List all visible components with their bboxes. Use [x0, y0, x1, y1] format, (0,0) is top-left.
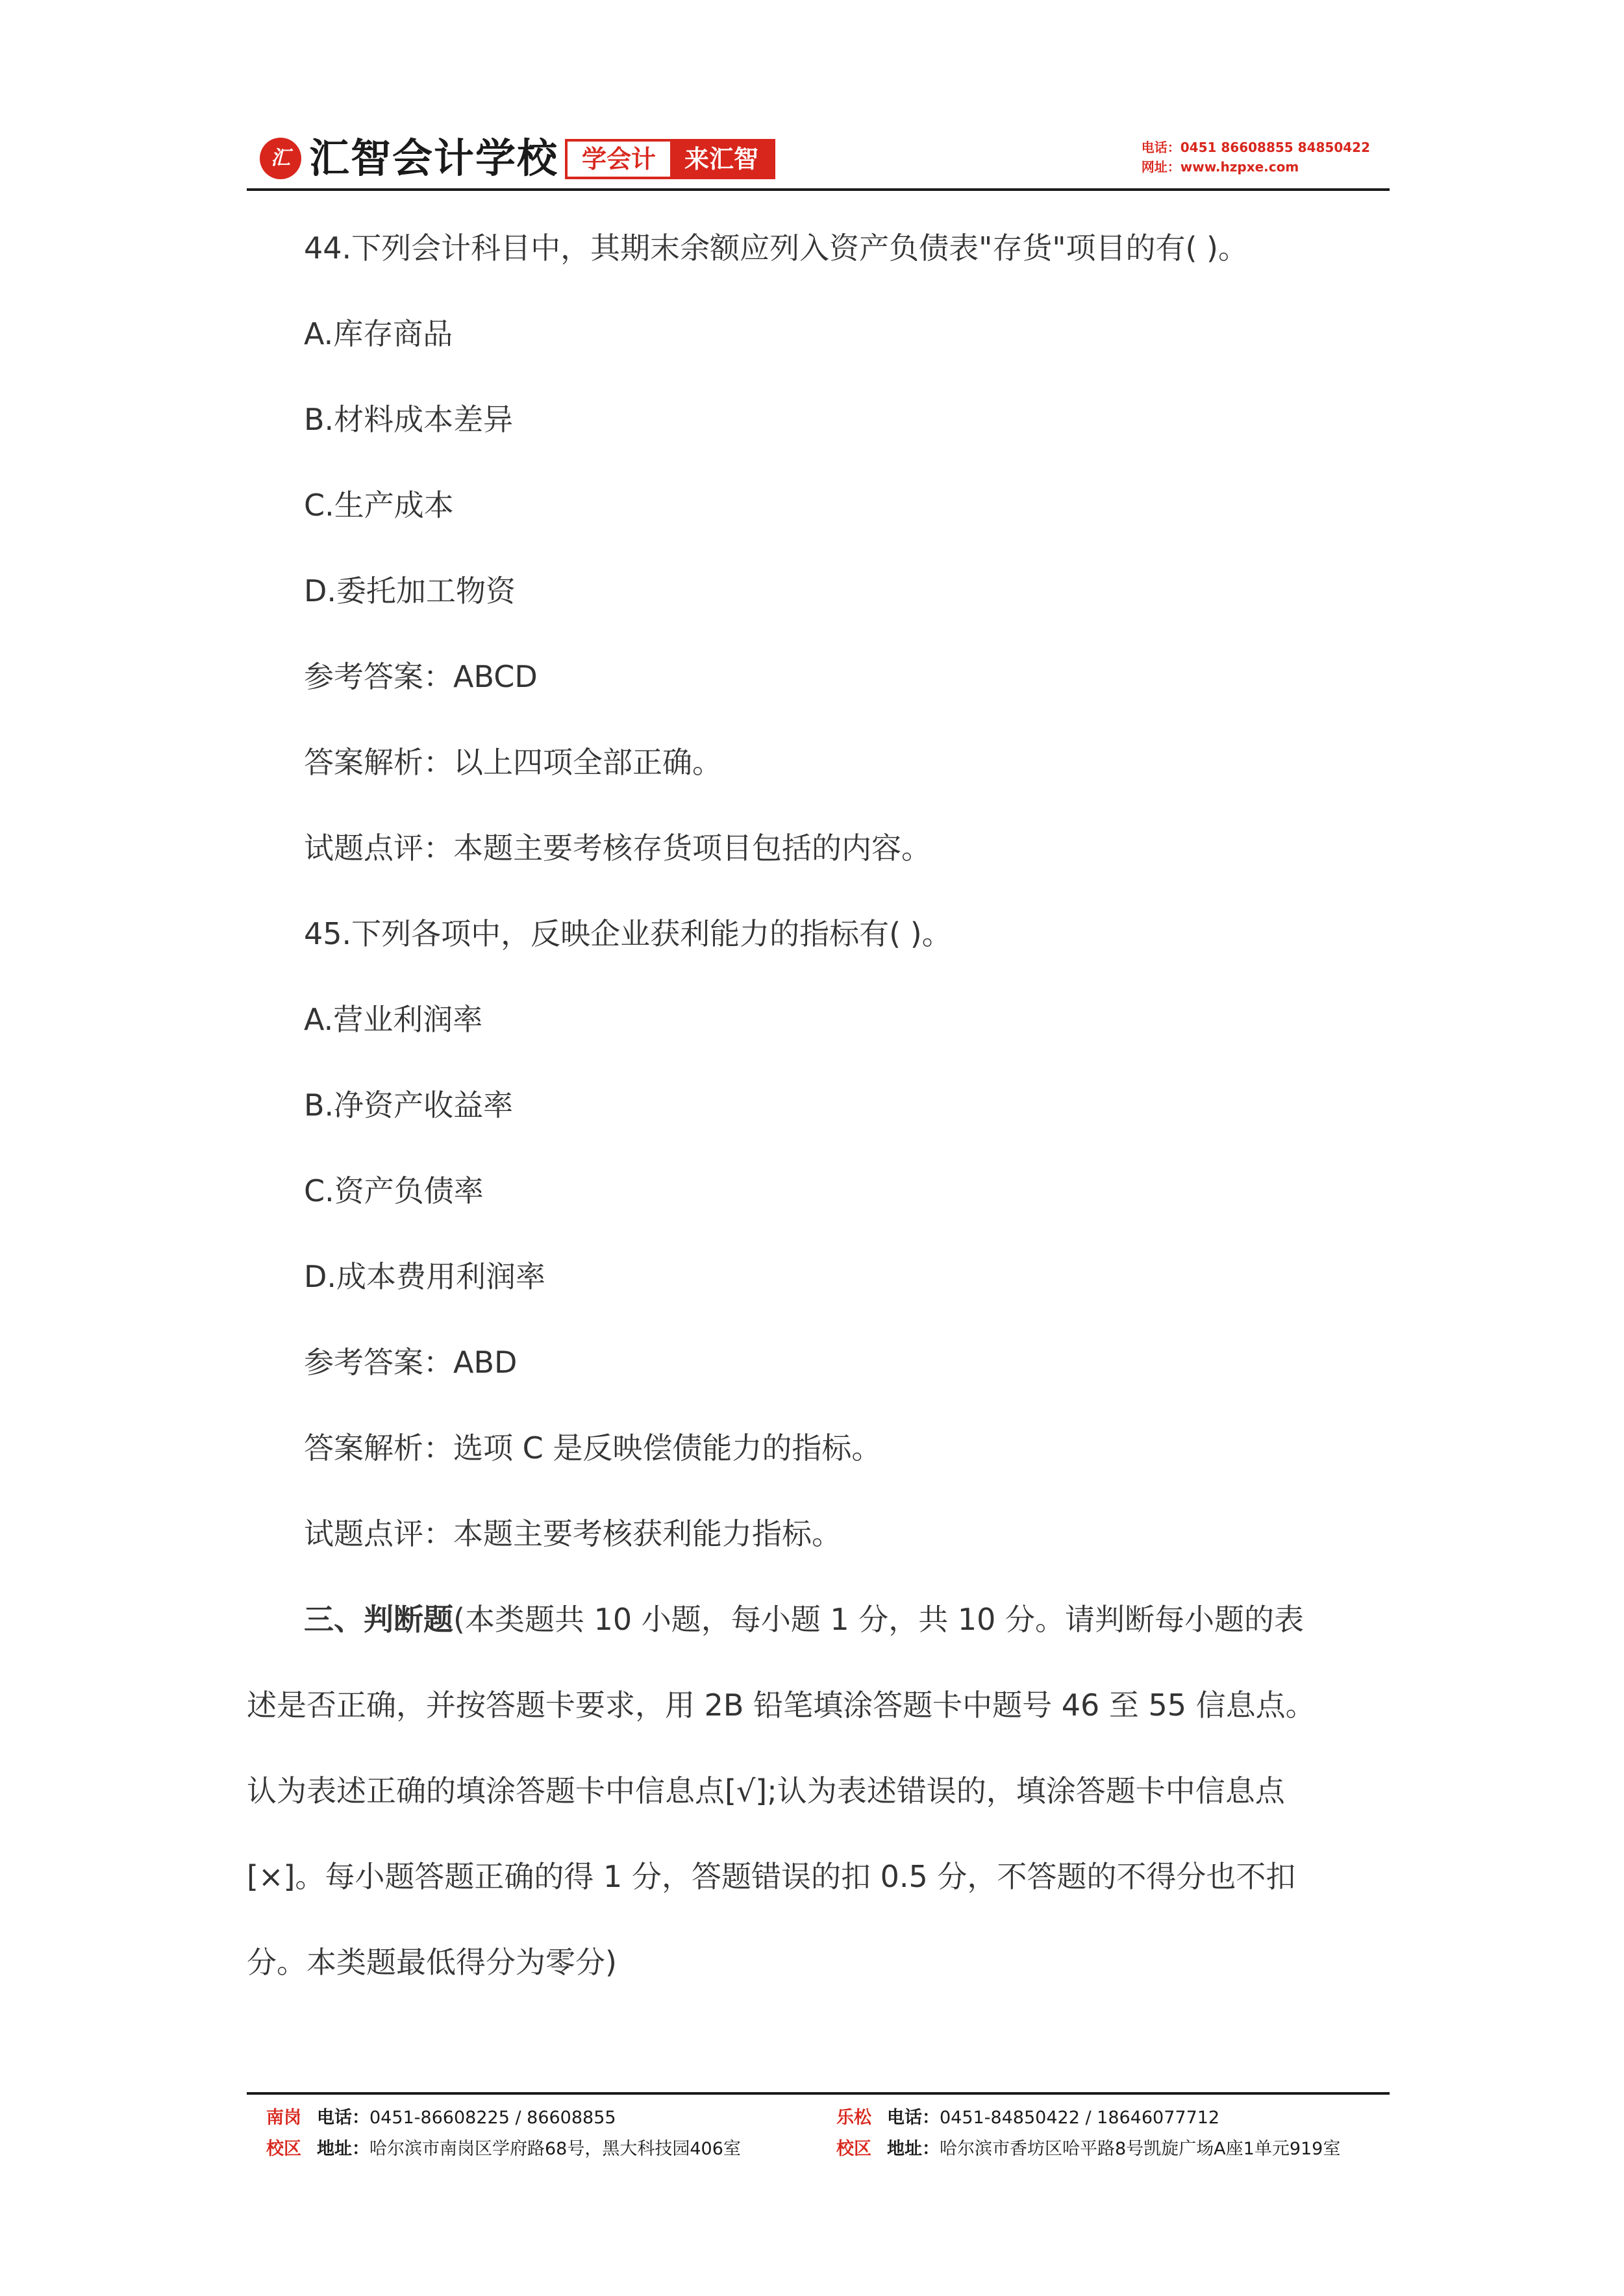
footer-left-phone-value: 0451-86608225 / 86608855 [369, 2108, 616, 2128]
school-logo-icon: 汇 [260, 138, 301, 179]
header-contact [1142, 138, 1370, 177]
answer-45: 参考答案：ABD [304, 1345, 518, 1380]
comment-44: 试题点评：本题主要考核存货项目包括的内容。 [304, 830, 931, 866]
footer-right-address-value: 哈尔滨市香坊区哈平路8号凯旋广场A座1单元919室 [940, 2139, 1341, 2159]
footer-left-address [266, 2135, 741, 2164]
footer-right-address-label: 地址： [887, 2139, 940, 2159]
question-44: 44.下列会计科目中，其期末余额应列入资产负债表"存货"项目的有( )。 [304, 231, 1248, 266]
explanation-44: 答案解析：以上四项全部正确。 [304, 745, 722, 780]
footer-right-phone-value: 0451-84850422 / 18646077712 [940, 2108, 1220, 2128]
slogan-part2: 来汇智 [670, 142, 773, 177]
footer-left-address-value: 哈尔滨市南岗区学府路68号，黑大科技园406室 [369, 2139, 741, 2159]
footer-right-phone [836, 2104, 1219, 2132]
option-45-c: C.资产负债率 [304, 1173, 484, 1208]
section3-line5: 分。本类题最低得分为零分) [247, 1945, 617, 1980]
footer-right-address [836, 2135, 1340, 2164]
section3-line1: (本类题共 10 小题，每小题 1 分，共 10 分。请判断每小题的表 [453, 1602, 1305, 1637]
section3-title: 三、判断题 [304, 1602, 453, 1637]
section3-line2: 述是否正确，并按答题卡要求，用 2B 铅笔填涂答题卡中题号 46 至 55 信息点。 [247, 1688, 1316, 1723]
section3-line3: 认为表述正确的填涂答题卡中信息点[√];认为表述错误的，填涂答题卡中信息点 [247, 1773, 1285, 1808]
footer-right-campus-1: 乐松 [836, 2108, 871, 2128]
footer-left-campus-1: 南岗 [266, 2108, 301, 2128]
question-45: 45.下列各项中，反映企业获利能力的指标有( )。 [304, 916, 952, 951]
option-44-d: D.委托加工物资 [304, 573, 516, 608]
slogan-banner [565, 139, 775, 179]
footer-divider [247, 2092, 1390, 2095]
explanation-45: 答案解析：选项 C 是反映偿债能力的指标。 [304, 1430, 882, 1466]
slogan-part1: 学会计 [568, 142, 670, 177]
option-44-a: A.库存商品 [304, 316, 453, 351]
section3-first-line [304, 1600, 1304, 1639]
footer-right-phone-label: 电话： [887, 2108, 940, 2128]
footer-left-phone-label: 电话： [317, 2108, 369, 2128]
option-44-b: B.材料成本差异 [304, 402, 514, 437]
section3-line4: [×]。每小题答题正确的得 1 分，答题错误的扣 0.5 分，不答题的不得分也不扣 [247, 1859, 1296, 1894]
header-website: 网址：www.hzpxe.com [1141, 159, 1299, 175]
header-phone: 电话：0451 86608855 84850422 [1141, 140, 1370, 155]
footer-left-address-label: 地址： [317, 2139, 369, 2159]
page-header [247, 123, 1390, 195]
option-45-d: D.成本费用利润率 [304, 1259, 546, 1294]
footer-left-campus-2: 校区 [266, 2139, 301, 2159]
answer-44: 参考答案：ABCD [304, 659, 538, 694]
footer-right-campus-2: 校区 [836, 2139, 871, 2159]
school-name: 汇智会计学校 [309, 134, 559, 182]
header-divider [247, 188, 1390, 191]
footer-left-phone [266, 2104, 616, 2132]
option-45-a: A.营业利润率 [304, 1002, 483, 1037]
option-45-b: B.净资产收益率 [304, 1088, 514, 1123]
option-44-c: C.生产成本 [304, 488, 454, 523]
comment-45: 试题点评：本题主要考核获利能力指标。 [304, 1516, 842, 1551]
